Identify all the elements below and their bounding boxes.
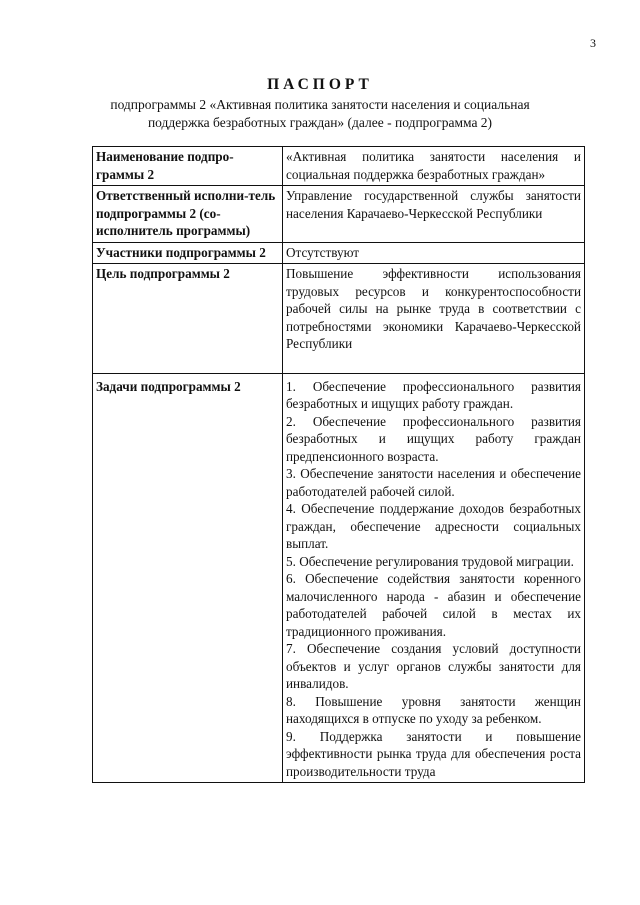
list-item: 7. Обеспечение создания условий доступности объектов и услуг органов службы занятости для инвалидов. (286, 641, 581, 691)
table-row-goal (93, 264, 585, 374)
row-label: Задачи подпрограммы 2 (93, 373, 283, 783)
list-item: 1. Обеспечение профессионального развития безработных и ищущих работу граждан. (286, 378, 581, 411)
table-row-participants (93, 242, 585, 264)
row-label: Ответственный исполни-тель подпрограммы 2 (со-исполнитель программы) (93, 186, 283, 243)
document-subtitle (60, 96, 580, 131)
list-item: 5. Обеспечение регулирования трудовой миграции. (286, 553, 574, 569)
document-title: ПАСПОРТ (267, 76, 373, 93)
row-label: Участники подпрограммы 2 (93, 242, 283, 264)
subtitle-line-2: поддержка безработных граждан» (далее - подпрограмма 2) (147, 114, 493, 130)
list-item: 6. Обеспечение содействия занятости коренного малочисленного народа - абазин и обеспечение работодателей рабочей силой в местах их традиционного проживания. (286, 571, 581, 639)
row-value: Управление государственной службы занятости населения Карачаево-Черкесской Республики (283, 186, 585, 243)
list-item: 9. Поддержка занятости и повышение эффективности рынка труда для обеспечения роста производительности труда (286, 728, 581, 779)
row-label: Цель подпрограммы 2 (93, 264, 283, 374)
table-row-executor (93, 186, 585, 243)
list-item: 8. Повышение уровня занятости женщин находящихся в отпуске по уходу за ребенком. (286, 693, 581, 726)
row-label: Наименование подпро-граммы 2 (93, 147, 283, 186)
tasks-list (283, 373, 585, 783)
row-value: Повышение эффективности использования трудовых ресурсов и конкурентоспособности рабочей силы на рынке труда в соответствии с потребностями экономики Карачаево-Черкесской Республики (283, 264, 585, 374)
page-number: 3 (590, 36, 596, 50)
table-row-tasks (93, 373, 585, 783)
list-item: 2. Обеспечение профессионального развития безработных и ищущих работу граждан предпенсионного возраста. (286, 413, 581, 464)
subtitle-line-1: подпрограммы 2 «Активная политика занятости населения и социальная (110, 97, 530, 112)
row-value: «Активная политика занятости населения и социальная поддержка безработных граждан» (283, 147, 585, 186)
list-item: 4. Обеспечение поддержание доходов безработных граждан, обеспечение адресности социальных выплат. (286, 501, 581, 551)
list-item: 3. Обеспечение занятости населения и обеспечение работодателей рабочей силой. (286, 466, 581, 499)
table-row-name (93, 147, 585, 186)
row-value: Отсутствуют (283, 242, 585, 264)
passport-table (92, 146, 585, 783)
